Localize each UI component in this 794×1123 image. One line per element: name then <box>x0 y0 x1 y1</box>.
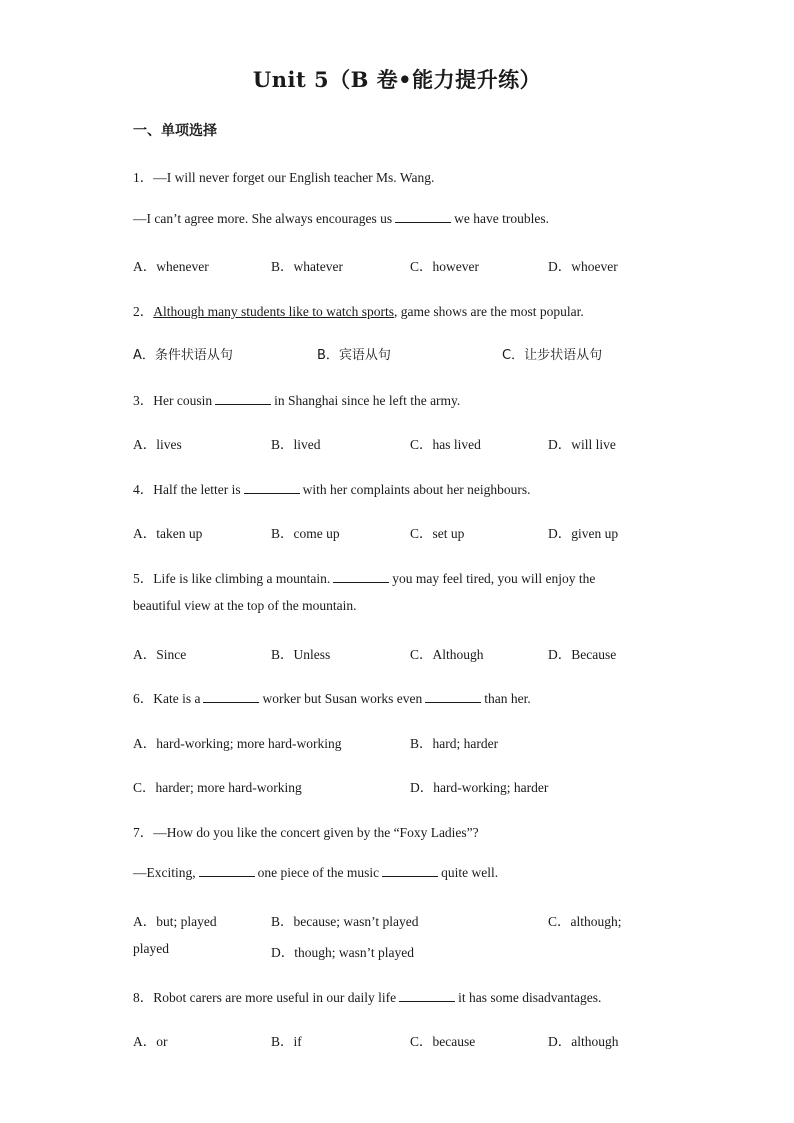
option-b[interactable]: B．come up <box>271 526 340 541</box>
page-title: Unit 5（B 卷•能力提升练） <box>252 67 542 92</box>
answer-blank <box>199 866 255 877</box>
option-c[interactable]: C．set up <box>410 526 465 541</box>
option-a[interactable]: A．Since <box>133 647 187 662</box>
option-b[interactable]: B．hard; harder <box>410 736 499 751</box>
question-text: with her complaints about her neighbours. <box>302 482 531 497</box>
option-a[interactable]: A．whenever <box>133 259 209 274</box>
question-text: it has some disadvantages. <box>458 990 602 1005</box>
question-text: you may feel tired, you will enjoy the <box>392 571 596 586</box>
question-text: 5．Life is like climbing a mountain. <box>133 571 331 586</box>
option-c[interactable]: C．harder; more hard-working <box>133 780 302 795</box>
answer-blank <box>203 692 259 703</box>
question-5 <box>133 567 595 587</box>
option-c[interactable]: C．has lived <box>410 437 481 452</box>
option-c[interactable]: C．because <box>410 1034 476 1049</box>
question-text: worker but Susan works even <box>262 691 423 706</box>
option-d[interactable]: D．given up <box>548 526 619 541</box>
question-1-text: 1．—I will never forget our English teacher Ms. Wang. <box>133 170 435 185</box>
option-a[interactable]: A．条件状语从句 <box>133 348 233 363</box>
question-text: , game shows are the most popular. <box>393 304 584 319</box>
question-text: in Shanghai since he left the army. <box>274 393 461 408</box>
option-c-continued[interactable]: played <box>133 941 169 956</box>
question-text: —I can’t agree more. She always encourages us <box>133 211 393 226</box>
question-text: 6．Kate is a <box>133 691 201 706</box>
question-7-line-2 <box>133 865 498 881</box>
question-4 <box>133 478 531 498</box>
option-c[interactable]: C．although; <box>548 914 622 929</box>
option-a[interactable]: A．lives <box>133 437 182 452</box>
question-3 <box>133 389 460 409</box>
answer-blank <box>382 866 438 877</box>
question-1-line-2 <box>133 211 549 227</box>
question-text: quite well. <box>441 865 499 880</box>
question-8 <box>133 986 601 1006</box>
answer-blank <box>399 991 455 1002</box>
option-b[interactable]: B．if <box>271 1034 302 1049</box>
question-5-line-2: beautiful view at the top of the mountain. <box>133 598 357 613</box>
option-a[interactable]: A．hard-working; more hard-working <box>133 736 342 751</box>
option-b[interactable]: B．lived <box>271 437 321 452</box>
question-text: one piece of the music <box>257 865 380 880</box>
option-d[interactable]: D．will live <box>548 437 616 452</box>
option-a[interactable]: A．but; played <box>133 914 217 929</box>
option-a[interactable]: A．taken up <box>133 526 203 541</box>
answer-blank <box>333 572 389 583</box>
question-6 <box>133 687 531 707</box>
underlined-clause: Although many students like to watch sports <box>153 304 394 319</box>
option-d[interactable]: D．Because <box>548 647 617 662</box>
answer-blank <box>425 692 481 703</box>
option-c[interactable]: C．Although <box>410 647 484 662</box>
question-7: 7．—How do you like the concert given by the “Foxy Ladies”? <box>133 825 479 840</box>
answer-blank <box>244 483 300 494</box>
option-b[interactable]: B．宾语从句 <box>317 348 391 363</box>
option-d[interactable]: D．whoever <box>548 259 618 274</box>
question-text: 8．Robot carers are more useful in our daily life <box>133 990 397 1005</box>
question-text: —Exciting, <box>133 865 196 880</box>
option-c[interactable]: C．however <box>410 259 479 274</box>
question-text: we have troubles. <box>454 211 549 226</box>
question-text: 3．Her cousin <box>133 393 213 408</box>
question-2 <box>133 300 584 320</box>
option-b[interactable]: B．because; wasn’t played <box>271 914 419 929</box>
section-heading: 一、单项选择 <box>133 123 217 139</box>
answer-blank <box>395 212 451 223</box>
question-number: 2． <box>133 304 154 319</box>
option-b[interactable]: B．Unless <box>271 647 331 662</box>
option-d[interactable]: D．although <box>548 1034 619 1049</box>
option-d[interactable]: D．hard-working; harder <box>410 780 549 795</box>
question-text: 4．Half the letter is <box>133 482 241 497</box>
option-b[interactable]: B．whatever <box>271 259 343 274</box>
option-c[interactable]: C．让步状语从句 <box>502 348 603 363</box>
question-1 <box>133 166 434 186</box>
option-d[interactable]: D．though; wasn’t played <box>271 945 414 960</box>
option-a[interactable]: A．or <box>133 1034 168 1049</box>
answer-blank <box>215 394 271 405</box>
question-text: than her. <box>484 691 531 706</box>
